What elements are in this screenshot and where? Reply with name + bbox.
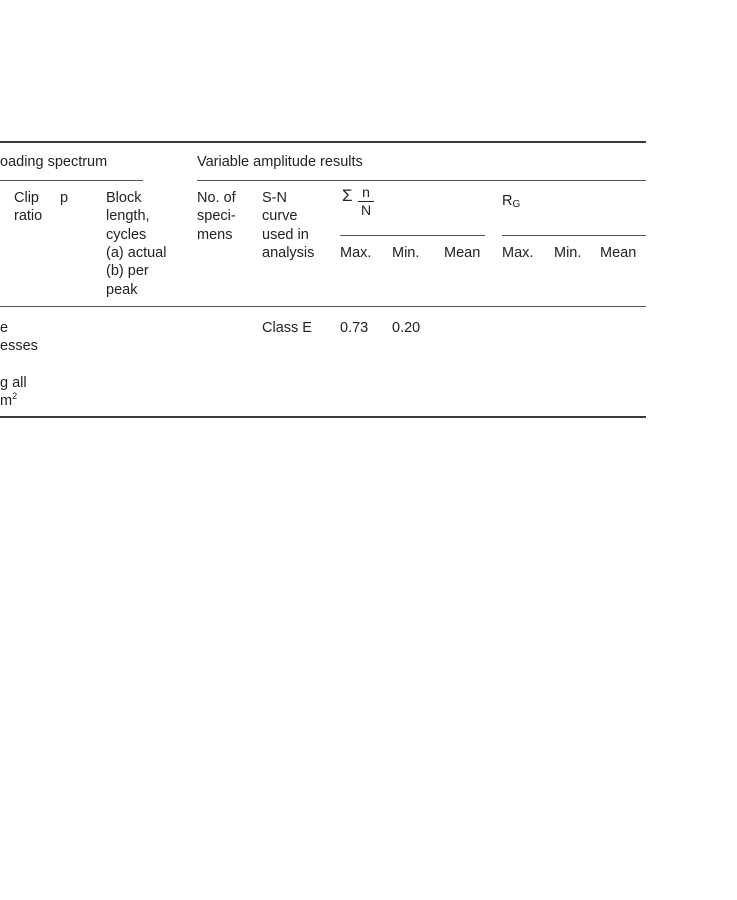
block-length-header-line-4: (a) actual — [106, 245, 167, 261]
header-bottom-rule — [0, 306, 646, 307]
sigma-symbol: Σ — [342, 186, 353, 205]
sn-curve-header-line-2: curve — [262, 208, 298, 224]
fraction-denominator: N — [360, 202, 372, 218]
rg-main: R — [502, 193, 513, 209]
fraction-numerator: n — [362, 184, 370, 200]
block-length-header-line-2: length, — [106, 208, 150, 224]
row1-unit-superscript: 2 — [12, 391, 18, 401]
block-length-header-line-5: (b) per — [106, 263, 149, 279]
p-header: p — [60, 190, 69, 206]
sum-subgroup-rule — [340, 235, 485, 236]
sum-n-over-N-header — [342, 186, 382, 218]
bottom-rule — [0, 416, 646, 418]
variable-amplitude-rule — [197, 180, 646, 181]
rg-mean-header: Mean — [600, 245, 637, 261]
row1-first-col-line-4: g all — [0, 375, 27, 391]
row1-first-col-line-1: e — [0, 320, 9, 336]
loading-spectrum-header: oading spectrum — [0, 154, 108, 170]
specimens-header-line-1: No. of — [197, 190, 236, 206]
sum-min-header: Min. — [392, 245, 420, 261]
sum-max-header: Max. — [340, 245, 372, 261]
rg-subgroup-rule — [502, 235, 646, 236]
block-length-header-line-6: peak — [106, 282, 138, 298]
loading-spectrum-rule — [0, 180, 143, 181]
rg-max-header: Max. — [502, 245, 534, 261]
top-rule — [0, 141, 646, 143]
row1-first-col-line-5 — [0, 392, 17, 411]
sn-curve-header-line-1: S-N — [262, 190, 287, 206]
n-over-N-fraction — [358, 185, 374, 218]
sn-curve-header-line-4: analysis — [262, 245, 315, 261]
sum-mean-header: Mean — [444, 245, 481, 261]
rg-subscript: G — [512, 199, 521, 210]
block-length-header-line-1: Block — [106, 190, 142, 206]
clip-ratio-header-line-1: Clip — [14, 190, 39, 206]
variable-amplitude-header: Variable amplitude results — [197, 154, 363, 170]
clip-ratio-header-line-2: ratio — [14, 208, 43, 224]
row1-first-col-line-2: esses — [0, 338, 38, 354]
block-length-header-line-3: cycles — [106, 227, 147, 243]
rg-header — [502, 192, 520, 214]
specimens-header-line-2: speci- — [197, 208, 236, 224]
row1-sn-curve: Class E — [262, 320, 312, 336]
row1-unit-text: m — [0, 393, 13, 409]
row1-sum-min: 0.20 — [392, 320, 421, 336]
row1-sum-max: 0.73 — [340, 320, 369, 336]
rg-min-header: Min. — [554, 245, 582, 261]
sn-curve-header-line-3: used in — [262, 227, 309, 243]
specimens-header-line-3: mens — [197, 227, 233, 243]
